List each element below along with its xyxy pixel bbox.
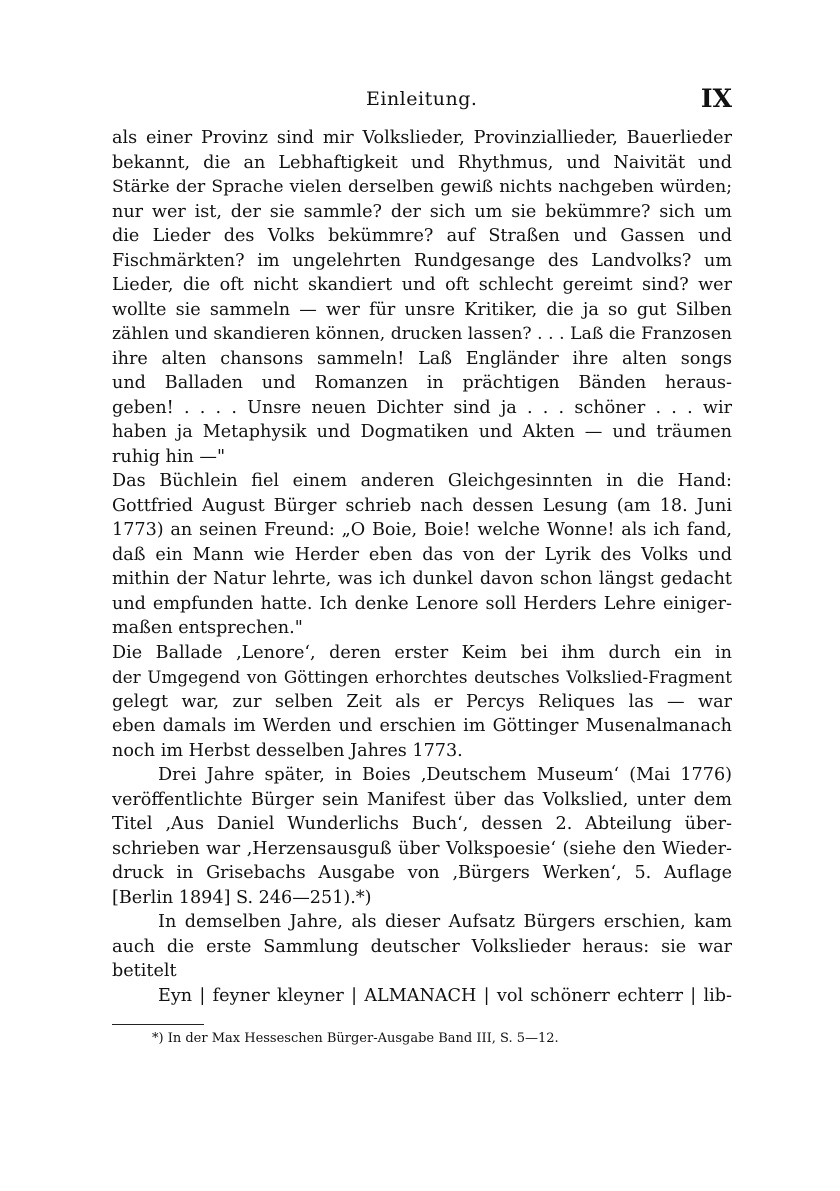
text-line: zählen und skandieren können, drucken lassen? . . . Laß die Franzosen [112,324,732,344]
text-line: haben ja Metaphysik und Dogmatiken und Akten — und träumen [112,422,732,442]
text-line: die Lieder des Volks bekümmre? auf Straßen und Gassen und [112,226,732,246]
text-line: und empfunden hatte. Ich denke Lenore soll Herders Lehre einiger- [112,593,732,614]
text-line: als einer Provinz sind mir Volkslieder, Provinziallieder, Bauerlieder [112,128,732,148]
text-line: veröffentlichte Bürger sein Manifest über das Volkslied, unter dem [112,789,732,810]
text-line: wollte sie sammeln — wer für unsre Kritiker, die ja so gut Silben [112,299,732,320]
footnote: *) In der Max Hesseschen Bürger-Ausgabe Band III, S. 5—12. [152,1031,559,1046]
running-head: Einleitung. [366,88,478,110]
text-line: Stärke der Sprache vielen derselben gewiß nichts nachgeben würden; [112,177,732,197]
text-line: maßen entsprechen." [112,618,303,638]
text-line: Eyn | feyner kleyner | ALMANACH | vol schönerr echterr | lib- [158,985,732,1006]
text-line: eben damals im Werden und erschien im Göttinger Musenalmanach [112,716,732,736]
text-line: schrieben war ‚Herzensausguß über Volkspoesie‘ (siehe den Wieder- [112,838,732,859]
text-line: [Berlin 1894] S. 246—251).*) [112,887,372,908]
text-line: Fischmärkten? im ungelehrten Rundgesange des Landvolks? um [112,250,732,271]
text-line: ihre alten chansons sammeln! Laß Engländer ihre alten songs [112,348,732,369]
footnote-rule [112,1024,204,1025]
text-line: 1773) an seinen Freund: „O Boie, Boie! welche Wonne! als ich fand, [112,520,732,540]
page-header [112,84,732,114]
text-line: und Balladen und Romanzen in prächtigen Bänden heraus- [112,373,732,393]
text-line: daß ein Mann wie Herder eben das von der Lyrik des Volks und [112,544,732,565]
page-number: IX [700,84,732,113]
text-line: Lieder, die oft nicht skandiert und oft schlecht gereimt sind? wer [112,275,732,295]
text-line: Titel ‚Aus Daniel Wunderlichs Buch‘, dessen 2. Abteilung über- [112,814,732,834]
text-line: betitelt [112,961,177,981]
text-line: In demselben Jahre, als dieser Aufsatz Bürgers erschien, kam [158,912,732,932]
text-line: noch im Herbst desselben Jahres 1773. [112,740,463,761]
text-line: Drei Jahre später, in Boies ‚Deutschem Museum‘ (Mai 1776) [158,765,732,785]
text-line: Das Büchlein fiel einem anderen Gleichgesinnten in die Hand: [112,471,732,491]
text-line: auch die erste Sammlung deutscher Volkslieder heraus: sie war [112,936,732,957]
text-line: geben! . . . . Unsre neuen Dichter sind ja . . . schöner . . . wir [112,397,732,418]
text-line: Gottfried August Bürger schrieb nach dessen Lesung (am 18. Juni [112,495,732,516]
text-line: ruhig hin —" [112,446,226,467]
text-line: Die Ballade ‚Lenore‘, deren erster Keim bei ihm durch ein in [112,642,732,663]
text-line: mithin der Natur lehrte, was ich dunkel davon schon längst gedacht [112,569,732,589]
text-line: druck in Grisebachs Ausgabe von ‚Bürgers Werken‘, 5. Auflage [112,863,732,883]
text-line: bekannt, die an Lebhaftigkeit und Rhythmus, und Naivität und [112,152,732,173]
text-line: der Umgegend von Göttingen erhorchtes deutsches Volkslied-Fragment [112,667,732,687]
body-text [112,126,732,1008]
text-line: nur wer ist, der sie sammle? der sich um sie bekümmre? sich um [112,201,732,222]
text-line: gelegt war, zur selben Zeit als er Percys Reliques las — war [112,691,732,712]
